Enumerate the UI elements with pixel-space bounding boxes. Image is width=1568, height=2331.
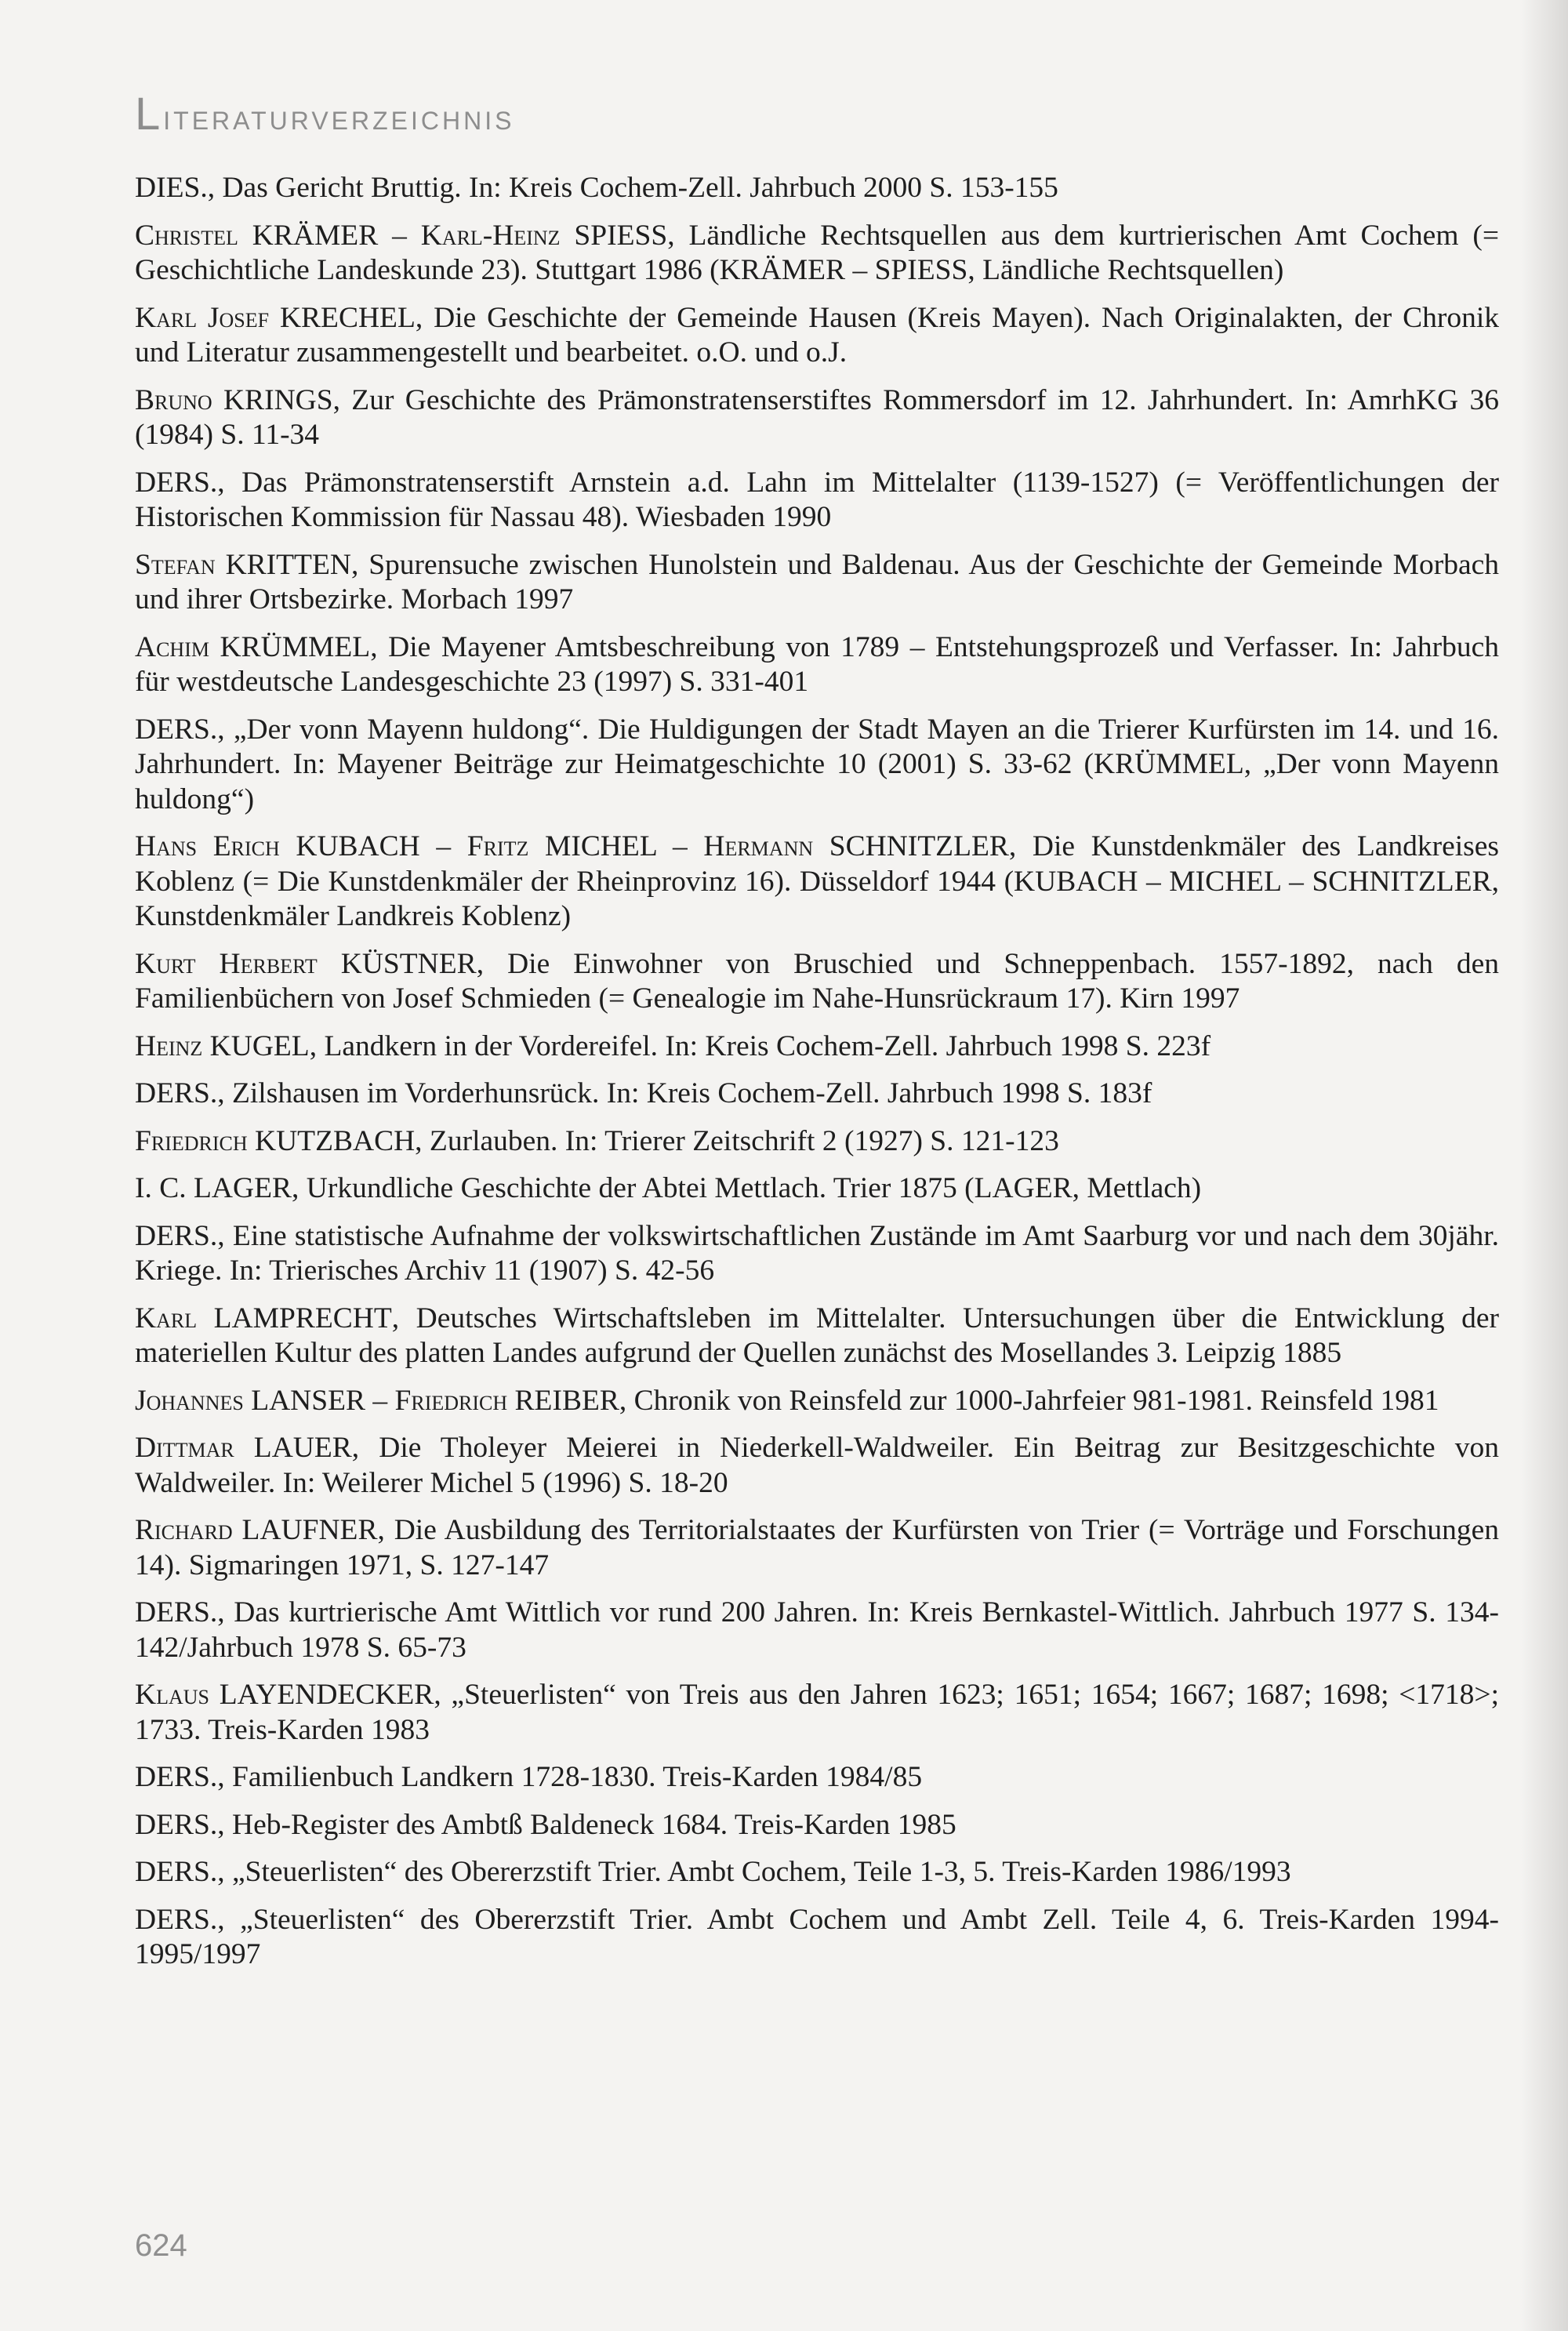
entry-text: , Landkern in der Vordereifel. In: Kreis Cochem-Zell. Jahrbuch 1998 S. 223f [309, 1029, 1211, 1062]
entry-text: , Zurlauben. In: Trierer Zeitschrift 2 (1927) S. 121-123 [415, 1124, 1059, 1157]
entry-author: DERS. [135, 713, 218, 746]
entry-text: , Spurensuche zwischen Hunolstein und Baldenau. Aus der Geschichte der Gemeinde Morbach und ihrer Ortsbezirke. Morbach 1997 [135, 548, 1499, 615]
entry-text: , Das Gericht Bruttig. In: Kreis Cochem-Zell. Jahrbuch 2000 S. 153-155 [207, 172, 1058, 204]
bibliography-entry [135, 1077, 1499, 1112]
bibliography-entry [135, 1903, 1499, 1973]
entry-text: , Zilshausen im Vorderhunsrück. In: Kreis Cochem-Zell. Jahrbuch 1998 S. 183f [217, 1077, 1152, 1109]
entry-text: , Eine statistische Aufnahme der volkswirtschaftlichen Zustände im Amt Saarburg vor und nach dem 30jähr. Kriege. In: Trierisches Archiv 11 (1907) S. 42-56 [135, 1219, 1499, 1287]
entry-author: Kurt Herbert KÜSTNER [135, 947, 477, 980]
bibliography-entry [135, 1678, 1499, 1748]
entry-text: , Ländliche Rechtsquellen aus dem kurtrierischen Amt Cochem (= Geschichtliche Landeskunde 23). Stuttgart 1986 (KRÄMER – SPIESS, Ländliche Rechtsquellen) [135, 219, 1499, 286]
entry-author: Friedrich KUTZBACH [135, 1124, 416, 1157]
bibliography-list [135, 171, 1499, 1985]
bibliography-entry [135, 830, 1499, 935]
bibliography-entry [135, 630, 1499, 700]
entry-author: I. C. LAGER [135, 1172, 292, 1204]
bibliography-entry [135, 1219, 1499, 1289]
entry-text: , Deutsches Wirtschaftsleben im Mittelalter. Untersuchungen über die Entwicklung der materiellen Kultur des platten Landes aufgrund der Quellen zunächst des Mosellandes 3. Leipzig 1885 [135, 1302, 1500, 1369]
bibliography-entry [135, 1302, 1499, 1371]
entry-text: , Chronik von Reinsfeld zur 1000-Jahrfeier 981-1981. Reinsfeld 1981 [619, 1384, 1439, 1417]
entry-author: Johannes LANSER – Friedrich REIBER [135, 1384, 619, 1417]
entry-text: , Urkundliche Geschichte der Abtei Mettlach. Trier 1875 (LAGER, Mettlach) [292, 1172, 1202, 1204]
entry-author: DIES. [135, 172, 208, 204]
entry-author: Klaus LAYENDECKER [135, 1679, 434, 1711]
entry-text: , Zur Geschichte des Prämonstratenserstiftes Rommersdorf im 12. Jahrhundert. In: AmrhKG 36 (1984) S. 11-34 [135, 383, 1499, 451]
bibliography-entry [135, 1808, 1499, 1843]
bibliography-entry [135, 1029, 1499, 1065]
bibliography-entry [135, 1513, 1499, 1583]
entry-author: Richard LAUFNER [135, 1514, 378, 1546]
entry-text: , „Steuerlisten“ des Obererzstift Trier. Ambt Cochem, Teile 1-3, 5. Treis-Karden 1986/1993 [217, 1856, 1291, 1888]
entry-text: , „Steuerlisten“ des Obererzstift Trier. Ambt Cochem und Ambt Zell. Teile 4, 6. Treis-Karden 1994-1995/1997 [135, 1903, 1499, 1970]
bibliography-entry [135, 548, 1499, 618]
bibliography-entry [135, 1596, 1499, 1665]
entry-author: DERS. [135, 1219, 218, 1252]
entry-text: , Heb-Register des Ambtß Baldeneck 1684. Treis-Karden 1985 [217, 1808, 956, 1841]
entry-author: Bruno KRINGS [135, 383, 333, 416]
bibliography-entry [135, 171, 1499, 206]
entry-author: DERS. [135, 1077, 218, 1109]
bibliography-entry [135, 947, 1499, 1017]
bibliography-entry [135, 1431, 1499, 1501]
bibliography-entry [135, 1855, 1499, 1890]
entry-author: DERS. [135, 1596, 218, 1628]
entry-text: , Die Kunstdenkmäler des Landkreises Koblenz (= Die Kunstdenkmäler der Rheinprovinz 16). Düsseldorf 1944 (KUBACH – MICHEL – SCHNITZLER, Kunstdenkmäler Landkreis Koblenz) [135, 830, 1499, 932]
bibliography-entry [135, 1124, 1499, 1160]
page-number: 624 [135, 2228, 187, 2263]
entry-text: , Die Tholeyer Meierei in Niederkell-Waldweiler. Ein Beitrag zur Besitzgeschichte von Waldweiler. In: Weilerer Michel 5 (1996) S. 18-20 [135, 1432, 1499, 1499]
entry-author: DERS. [135, 466, 218, 499]
bibliography-entry [135, 466, 1499, 536]
entry-author: Achim KRÜMMEL [135, 630, 371, 663]
entry-text: , Die Geschichte der Gemeinde Hausen (Kreis Mayen). Nach Originalakten, der Chronik und Literatur zusammengestellt und bearbeitet. o.O. und o.J. [135, 301, 1499, 369]
entry-text: , „Der vonn Mayenn huldong“. Die Huldigungen der Stadt Mayen an die Trierer Kurfürsten im 14. und 16. Jahrhundert. In: Mayener Beiträge zur Heimatgeschichte 10 (2001) S. 33-62 (KRÜMMEL, „Der vonn Mayenn huldong“) [135, 713, 1499, 815]
entry-author: Heinz KUGEL [135, 1029, 310, 1062]
bibliography-entry [135, 1760, 1499, 1795]
entry-text: , Die Ausbildung des Territorialstaates der Kurfürsten von Trier (= Vorträge und Forschungen 14). Sigmaringen 1971, S. 127-147 [135, 1514, 1500, 1581]
page-edge-shadow [1521, 0, 1568, 2331]
entry-text: , Das kurtrierische Amt Wittlich vor rund 200 Jahren. In: Kreis Bernkastel-Wittlich. Jahrbuch 1977 S. 134-142/Jahrbuch 1978 S. 65-73 [135, 1596, 1499, 1664]
entry-text: , Familienbuch Landkern 1728-1830. Treis-Karden 1984/85 [217, 1761, 923, 1793]
bibliography-entry [135, 301, 1499, 371]
entry-text: , Die Mayener Amtsbeschreibung von 1789 – Entstehungsprozeß und Verfasser. In: Jahrbuch für westdeutsche Landesgeschichte 23 (1997) S. 331-401 [135, 630, 1499, 698]
running-header: Literaturverzeichnis [135, 89, 515, 140]
entry-author: Karl Josef KRECHEL [135, 301, 416, 334]
entry-author: Stefan KRITTEN [135, 548, 351, 581]
entry-author: Dittmar LAUER [135, 1432, 352, 1464]
entry-text: , „Steuerlisten“ von Treis aus den Jahren 1623; 1651; 1654; 1667; 1687; 1698; <1718>; 1733. Treis-Karden 1983 [135, 1679, 1500, 1746]
entry-text: , Die Einwohner von Bruschied und Schneppenbach. 1557-1892, nach den Familienbüchern von Josef Schmieden (= Genealogie im Nahe-Hunsrückraum 17). Kirn 1997 [135, 947, 1499, 1015]
bibliography-entry [135, 219, 1499, 289]
bibliography-entry [135, 713, 1499, 818]
entry-author: DERS. [135, 1761, 218, 1793]
entry-author: DERS. [135, 1903, 218, 1936]
entry-author: Christel KRÄMER – Karl-Heinz SPIESS [135, 219, 668, 252]
bibliography-entry [135, 1384, 1499, 1419]
entry-author: Karl LAMPRECHT [135, 1302, 392, 1334]
entry-author: DERS. [135, 1808, 218, 1841]
bibliography-entry [135, 1171, 1499, 1207]
entry-author: DERS. [135, 1856, 218, 1888]
bibliography-entry [135, 383, 1499, 453]
entry-text: , Das Prämonstratenserstift Arnstein a.d. Lahn im Mittelalter (1139-1527) (= Veröffentlichungen der Historischen Kommission für Nassau 48). Wiesbaden 1990 [135, 466, 1499, 533]
entry-author: Hans Erich KUBACH – Fritz MICHEL – Hermann SCHNITZLER [135, 830, 1009, 862]
